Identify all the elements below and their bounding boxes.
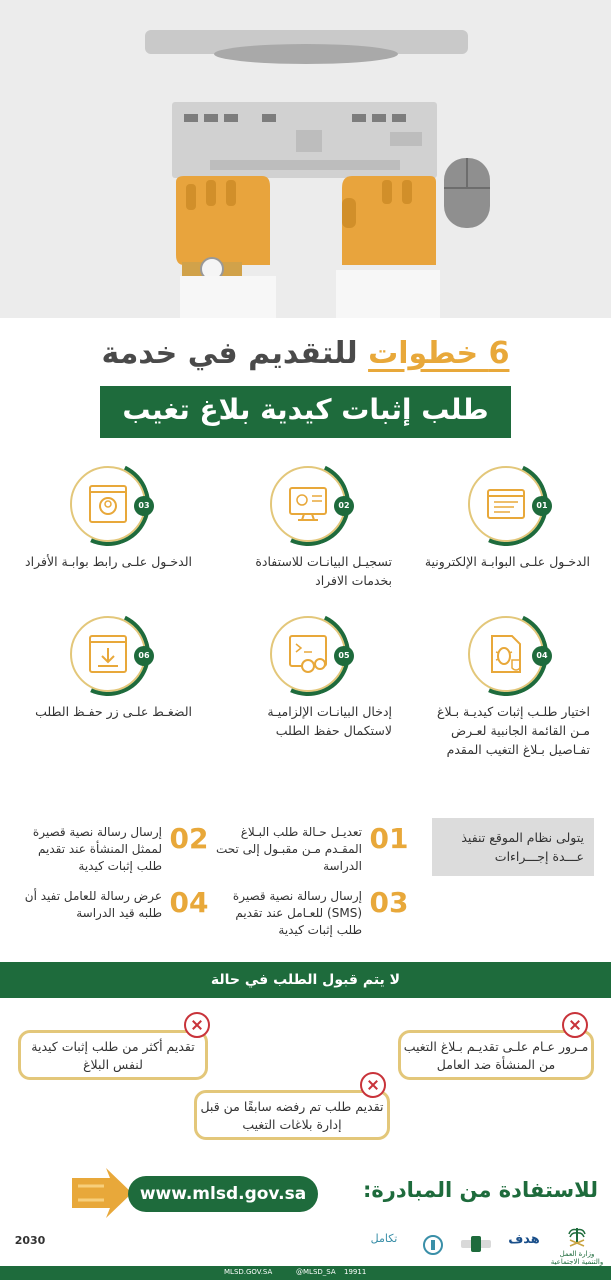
- procedure-02: [14, 822, 214, 878]
- step-badge: 02: [334, 496, 354, 516]
- reject-x-icon: [184, 1012, 210, 1038]
- title-line-2: طلب إثبات كيدية بلاغ تغيب: [100, 386, 510, 438]
- procedure-01: [214, 822, 414, 878]
- bug-document-icon: [482, 630, 530, 678]
- procedure-text: تعديـل حـالة طلب البـلاغ المقـدم مـن مقبـول إلى تحت الدراسة: [216, 825, 362, 873]
- palm-swords-icon: [566, 1226, 588, 1248]
- footer-phone: 19911: [344, 1268, 367, 1276]
- takamol-logo-text: تكامل: [370, 1232, 398, 1245]
- hadaf-logo: [504, 1232, 544, 1247]
- procedure-text: عرض رسالة للعامل تفيد أن طلبه قيد الدراسة: [24, 889, 162, 920]
- procedure-number: 02: [169, 822, 209, 855]
- hadaf-logo-text: هدف: [508, 1232, 540, 1247]
- step-badge: 04: [532, 646, 552, 666]
- rejection-case-text: تقديم أكثر من طلب إثبات كيدية لنفس البلاغ: [31, 1039, 195, 1072]
- arrow-pointer-icon: [70, 1166, 134, 1220]
- download-window-icon: [84, 630, 132, 678]
- step-text: الدخـول علـى رابط بوابـة الأفراد: [25, 554, 192, 569]
- vision-2030-logo: [12, 1234, 48, 1247]
- procedures-label: يتولى نظام الموقع تنفيذ عـــدة إجـــراءات: [432, 818, 594, 876]
- footer-site[interactable]: MLSD.GOV.SA: [224, 1268, 273, 1276]
- step-text: اختيار طلـب إثبات كيديـة بـلاغ مـن القائمة الجانبية لعـرض تفـاصيل بـلاغ التغيب المقدم: [437, 704, 590, 757]
- step-text: الضغـط علـى زر حفـظ الطلب: [35, 704, 192, 719]
- rejection-case-text: مـرور عـام علـى تقديـم بـلاغ التغيب من المنشأة ضد العامل: [403, 1039, 589, 1072]
- rejection-banner: لا يتم قبول الطلب في حالة: [0, 962, 611, 998]
- footer-bar: [0, 1266, 611, 1280]
- step-badge: 05: [334, 646, 354, 666]
- user-profile-window-icon: [84, 480, 132, 528]
- title-line-1: [0, 336, 611, 371]
- logos-row: [0, 1226, 611, 1266]
- footer-twitter[interactable]: @MLSD_SA: [296, 1268, 336, 1276]
- reject-x-icon: [360, 1072, 386, 1098]
- procedure-text: إرسال رسالة نصية قصيرة لممثل المنشأة عند تقديم طلب إثبات كيدية: [32, 825, 162, 873]
- reject-x-icon: [562, 1012, 588, 1038]
- procedure-number: 01: [369, 822, 409, 855]
- ministry-logo: [548, 1226, 606, 1266]
- step-badge: 03: [134, 496, 154, 516]
- title-highlight: 6 خطوات: [368, 336, 510, 371]
- partner-logo: [418, 1234, 448, 1258]
- step-text: تسجيـل البيانـات للاستفادة بخدمات الافراد: [255, 554, 392, 588]
- social-dev-bank-logo: [456, 1234, 496, 1258]
- website-link[interactable]: www.mlsd.gov.sa: [128, 1176, 318, 1212]
- bank-logo-icon: [459, 1234, 493, 1254]
- rejection-case-text: تقديم طلب تم رفضه سابقًا من قبل إدارة بلاغات التغيب: [200, 1099, 384, 1132]
- step-text: إدخال البيانـات الإلزاميـة لاستكمال حفظ الطلب: [267, 704, 392, 738]
- rejection-case-3: [194, 1090, 390, 1140]
- procedure-text: إرسال رسالة نصية قصيرة (SMS) للعـامل عند تقديم طلب إثبات كيدية: [232, 889, 362, 937]
- title-rest: للتقديم في خدمة: [101, 336, 358, 371]
- hero-illustration: [0, 0, 611, 318]
- computer-monitor-icon: [284, 480, 332, 528]
- benefit-label: للاستفادة من المبادرة:: [362, 1178, 598, 1202]
- vision-logo-text: 2030: [14, 1234, 46, 1247]
- step-badge: 06: [134, 646, 154, 666]
- partner-logo-icon: [422, 1234, 444, 1256]
- procedure-04: [14, 886, 214, 942]
- step-badge: 01: [532, 496, 552, 516]
- ministry-logo-text: وزارة العمل والتنمية الاجتماعية: [550, 1250, 604, 1266]
- step-text: الدخـول علـى البوابـة الإلكترونية: [424, 554, 590, 569]
- browser-window-icon: [482, 480, 530, 528]
- keyboard-typing-illustration: [0, 0, 611, 318]
- procedure-03: [214, 886, 414, 942]
- rejection-case-2: [18, 1030, 208, 1080]
- code-gears-icon: [284, 630, 332, 678]
- rejection-case-1: [398, 1030, 594, 1080]
- procedure-number: 03: [369, 886, 409, 919]
- takamol-logo: [356, 1232, 412, 1245]
- procedure-number: 04: [169, 886, 209, 919]
- title-line-2-wrap: [0, 386, 611, 438]
